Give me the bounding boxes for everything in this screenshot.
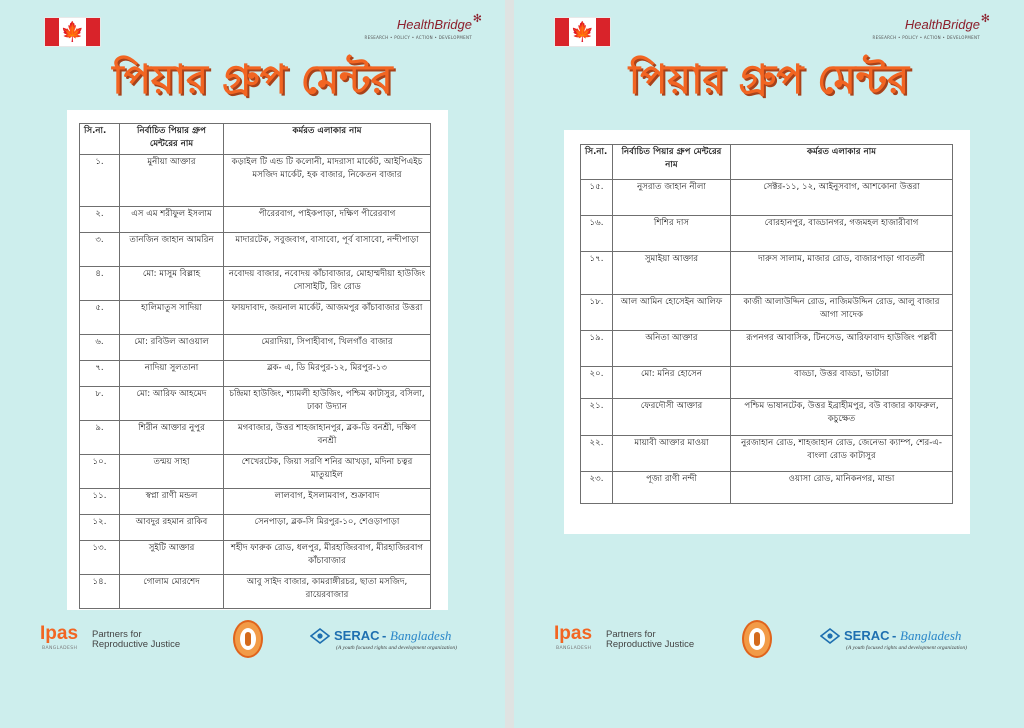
healthbridge-leaf-icon: ✻ (472, 12, 482, 25)
healthbridge-name: HealthBridge (396, 17, 472, 32)
ipas-logo (554, 623, 704, 659)
row-serial: ২১. (581, 399, 613, 436)
table-row (80, 455, 431, 489)
header-serial: সি.না. (581, 145, 613, 180)
row-mentor-name: মুনীয়া আক্তার (120, 155, 224, 207)
row-work-area: রূপনগর আবাসিক, টিনসেড, আরিফাবাদ হাউজিং পল্লবী (731, 331, 953, 367)
healthbridge-logo (872, 12, 990, 46)
row-serial: ১. (80, 155, 120, 207)
table-row (80, 575, 431, 609)
mentor-table (580, 144, 953, 504)
row-mentor-name: মো: মাসুম বিল্লাহ (120, 267, 224, 301)
healthbridge-name: HealthBridge (904, 17, 980, 32)
row-work-area: মাদারটেক, সবুজবাগ, বাসাবো, পূর্ব বাসাবো, নন্দীপাড়া (224, 233, 431, 267)
healthbridge-leaf-icon: ✻ (980, 12, 990, 25)
row-mentor-name: ফেরদৌসী আক্তার (613, 399, 731, 436)
row-work-area: সেক্টর-১১, ১২, আইনুসবাগ, আশকোনা উত্তরা (731, 180, 953, 216)
row-work-area: শেখেরটেক, জিয়া সরণি শনির আখড়া, মদিনা চত্বর মাতুয়াইল (224, 455, 431, 489)
row-mentor-name: এস এম শরীফুল ইসলাম (120, 207, 224, 233)
partner-logos (0, 620, 505, 664)
mentor-sheet (564, 130, 970, 534)
ipas-tagline-line1: Partners for (606, 629, 656, 640)
row-mentor-name: সুমাইয়া আক্তার (613, 252, 731, 295)
table-row (581, 399, 953, 436)
row-work-area: পীরেরবাগ, পাইকপাড়া, দক্ষিণ পীরেরবাগ (224, 207, 431, 233)
row-mentor-name: তানজিন জাহান আমরিন (120, 233, 224, 267)
serac-tagline: (A youth focused rights and development organization) (336, 645, 457, 651)
row-work-area: ওয়াসা রোড, মানিকনগর, মান্ডা (731, 472, 953, 504)
circular-seal-logo-icon (742, 620, 772, 658)
row-serial: ৩. (80, 233, 120, 267)
ipas-logo (40, 623, 190, 659)
row-mentor-name: নুসরাত জাহান নীলা (613, 180, 731, 216)
mentor-sheet (67, 110, 448, 610)
row-serial: ৭. (80, 361, 120, 387)
row-serial: ১২. (80, 515, 120, 541)
row-mentor-name: আবদুর রহমান রাকিব (120, 515, 224, 541)
healthbridge-tagline: RESEARCH • POLICY • ACTION • DEVELOPMENT (872, 35, 980, 40)
row-serial: ৬. (80, 335, 120, 361)
serac-emblem-icon (820, 628, 840, 644)
row-mentor-name: শিশির দাস (613, 216, 731, 252)
row-work-area: শহীদ ফারুক রোড, ধলপুর, মীরহাজিরবাগ, মীরহাজিরবাগ কাঁচাবাজার (224, 541, 431, 575)
table-header-row (80, 124, 431, 155)
table-row (581, 331, 953, 367)
poster-title: পিয়ার গ্রুপ মেন্টর (112, 57, 393, 103)
table-row (581, 295, 953, 331)
row-work-area: ফায়দাবাদ, জয়নাল মার্কেট, আজমপুর কাঁচাবাজার উত্তরা (224, 301, 431, 335)
table-header-row (581, 145, 953, 180)
ipas-tagline-line2: Reproductive Justice (92, 639, 181, 650)
table-row (80, 489, 431, 515)
poster-right (514, 0, 1024, 728)
canada-flag-icon (554, 17, 611, 47)
mentor-table (79, 123, 431, 609)
row-work-area: বাড্ডা, উত্তর বাড্ডা, ভাটারা (731, 367, 953, 399)
serac-name: SERAC (844, 628, 890, 643)
row-work-area: সেনপাড়া, ব্লক-সি মিরপুর-১০, শেওড়াপাড়া (224, 515, 431, 541)
table-row (80, 515, 431, 541)
serac-name: SERAC (334, 628, 380, 643)
table-row (80, 155, 431, 207)
row-serial: ২৩. (581, 472, 613, 504)
ipas-name: Ipas (40, 623, 79, 644)
serac-dash: - (892, 628, 897, 643)
row-mentor-name: মো: আরিফ আহমেদ (120, 387, 224, 421)
table-row (581, 367, 953, 399)
row-serial: ৯. (80, 421, 120, 455)
row-mentor-name: তন্ময় সাহা (120, 455, 224, 489)
row-mentor-name: স্বপ্না রাণী মন্ডল (120, 489, 224, 515)
row-serial: ১৭. (581, 252, 613, 295)
row-work-area: মগবাজার, উত্তর শাহজাহানপুর, ব্লক-ডি বনশ্রী, দক্ষিণ বনশ্রী (224, 421, 431, 455)
table-row (80, 207, 431, 233)
row-serial: ১৬. (581, 216, 613, 252)
row-work-area: আবু সাইদ বাজার, কামরাঙ্গীরচর, ছাতা মসজিদ, রায়েরবাজার (224, 575, 431, 609)
row-work-area: বোরহানপুর, বাড্ডানগর, গজমহল হাজারীবাগ (731, 216, 953, 252)
header-work-area: কর্মরত এলাকার নাম (224, 124, 431, 155)
table-row (581, 216, 953, 252)
header-serial: সি.না. (80, 124, 120, 155)
row-work-area: মেরাদিয়া, সিপাহীবাগ, খিলগাঁও বাজার (224, 335, 431, 361)
row-serial: ৮. (80, 387, 120, 421)
partner-logos (514, 620, 1024, 664)
maple-leaf-icon: 🍁 (570, 21, 595, 43)
row-work-area: চন্দ্রিমা হাউজিং, শ্যামলী হাউজিং, পশ্চিম কাটাসুর, বসিলা, ঢাকা উদ্যান (224, 387, 431, 421)
serac-dash: - (382, 628, 387, 643)
row-mentor-name: পূজা রাণী নন্দী (613, 472, 731, 504)
table-row (80, 301, 431, 335)
row-serial: ৪. (80, 267, 120, 301)
row-serial: ১৯. (581, 331, 613, 367)
row-work-area: ব্লক- এ, ডি মিরপুর-১২, মিরপুর-১৩ (224, 361, 431, 387)
row-mentor-name: নাদিয়া সুলতানা (120, 361, 224, 387)
canada-flag-icon (44, 17, 101, 47)
row-work-area: লালবাগ, ইসলামবাগ, শুক্রাবাদ (224, 489, 431, 515)
table-row (581, 180, 953, 216)
row-mentor-name: গোলাম মোরশেদ (120, 575, 224, 609)
ipas-country: BANGLADESH (556, 646, 592, 651)
row-mentor-name: হালিমাতুস সাদিয়া (120, 301, 224, 335)
header-mentor-name: নির্বাচিত পিয়ার গ্রুপ মেন্টরের নাম (120, 124, 224, 155)
row-mentor-name: মায়াবী আক্তার মাওয়া (613, 436, 731, 472)
row-serial: ১৪. (80, 575, 120, 609)
ipas-name: Ipas (554, 623, 593, 644)
row-mentor-name: মো: মনির হোসেন (613, 367, 731, 399)
serac-tagline: (A youth focused rights and development organization) (846, 645, 967, 651)
row-serial: ১১. (80, 489, 120, 515)
table-row (80, 335, 431, 361)
table-row (80, 267, 431, 301)
healthbridge-logo (364, 12, 482, 46)
row-serial: ৫. (80, 301, 120, 335)
table-row (80, 233, 431, 267)
row-serial: ১৮. (581, 295, 613, 331)
serac-country: Bangladesh (900, 628, 962, 643)
row-work-area: নুরজাহান রোড, শাহজাহান রোড, জেনেভা ক্যাম্প, শের-এ-বাংলা রোড কাটাসুর (731, 436, 953, 472)
table-row (581, 252, 953, 295)
ipas-tagline-line2: Reproductive Justice (606, 639, 695, 650)
table-row (80, 541, 431, 575)
row-mentor-name: আল আমিন হোসেইন আলিফ (613, 295, 731, 331)
serac-bangladesh-logo (820, 625, 995, 659)
serac-emblem-icon (310, 628, 330, 644)
serac-bangladesh-logo (310, 625, 485, 659)
row-work-area: কড়াইল টি এন্ড টি কলোনী, মাদরাসা মার্কেট, আইপিএইচ মসজিদ মার্কেট, হক বাজার, নিকেতন বাজার (224, 155, 431, 207)
table-row (581, 472, 953, 504)
table-row (80, 421, 431, 455)
ipas-tagline-line1: Partners for (92, 629, 142, 640)
row-work-area: নবোদয় বাজার, নবোদয় কাঁচাবাজার, মোহাম্মদীয়া হাউজিং সোসাইটি, রিং রোড (224, 267, 431, 301)
row-work-area: দারুস সালাম, মাজার রোড, বাজারপাড়া গাবতলী (731, 252, 953, 295)
row-serial: ২০. (581, 367, 613, 399)
row-work-area: কাজী আলাউদ্দিন রোড, নাজিমউদ্দিন রোড, আলু বাজার আগা সাদেক (731, 295, 953, 331)
row-serial: ১০. (80, 455, 120, 489)
maple-leaf-icon: 🍁 (60, 21, 85, 43)
header-mentor-name: নির্বাচিত পিয়ার গ্রুপ মেন্টরের নাম (613, 145, 731, 180)
poster-left (0, 0, 505, 728)
healthbridge-tagline: RESEARCH • POLICY • ACTION • DEVELOPMENT (364, 35, 472, 40)
row-mentor-name: সুইটি আক্তার (120, 541, 224, 575)
row-mentor-name: মো: রবিউল আওয়াল (120, 335, 224, 361)
poster-title: পিয়ার গ্রুপ মেন্টর (628, 57, 910, 103)
row-serial: ১৩. (80, 541, 120, 575)
table-row (80, 361, 431, 387)
row-mentor-name: শিরীন আক্তার নুপুর (120, 421, 224, 455)
row-mentor-name: অনিতা আক্তার (613, 331, 731, 367)
header-work-area: কর্মরত এলাকার নাম (731, 145, 953, 180)
row-serial: ১৫. (581, 180, 613, 216)
row-serial: ২. (80, 207, 120, 233)
circular-seal-logo-icon (233, 620, 263, 658)
table-row (581, 436, 953, 472)
row-work-area: পশ্চিম ভাষানটেক, উত্তর ইব্রাহীমপুর, বউ বাজার কাফরুল, কচুক্ষেত (731, 399, 953, 436)
row-serial: ২২. (581, 436, 613, 472)
table-row (80, 387, 431, 421)
serac-country: Bangladesh (390, 628, 452, 643)
ipas-country: BANGLADESH (42, 646, 78, 651)
